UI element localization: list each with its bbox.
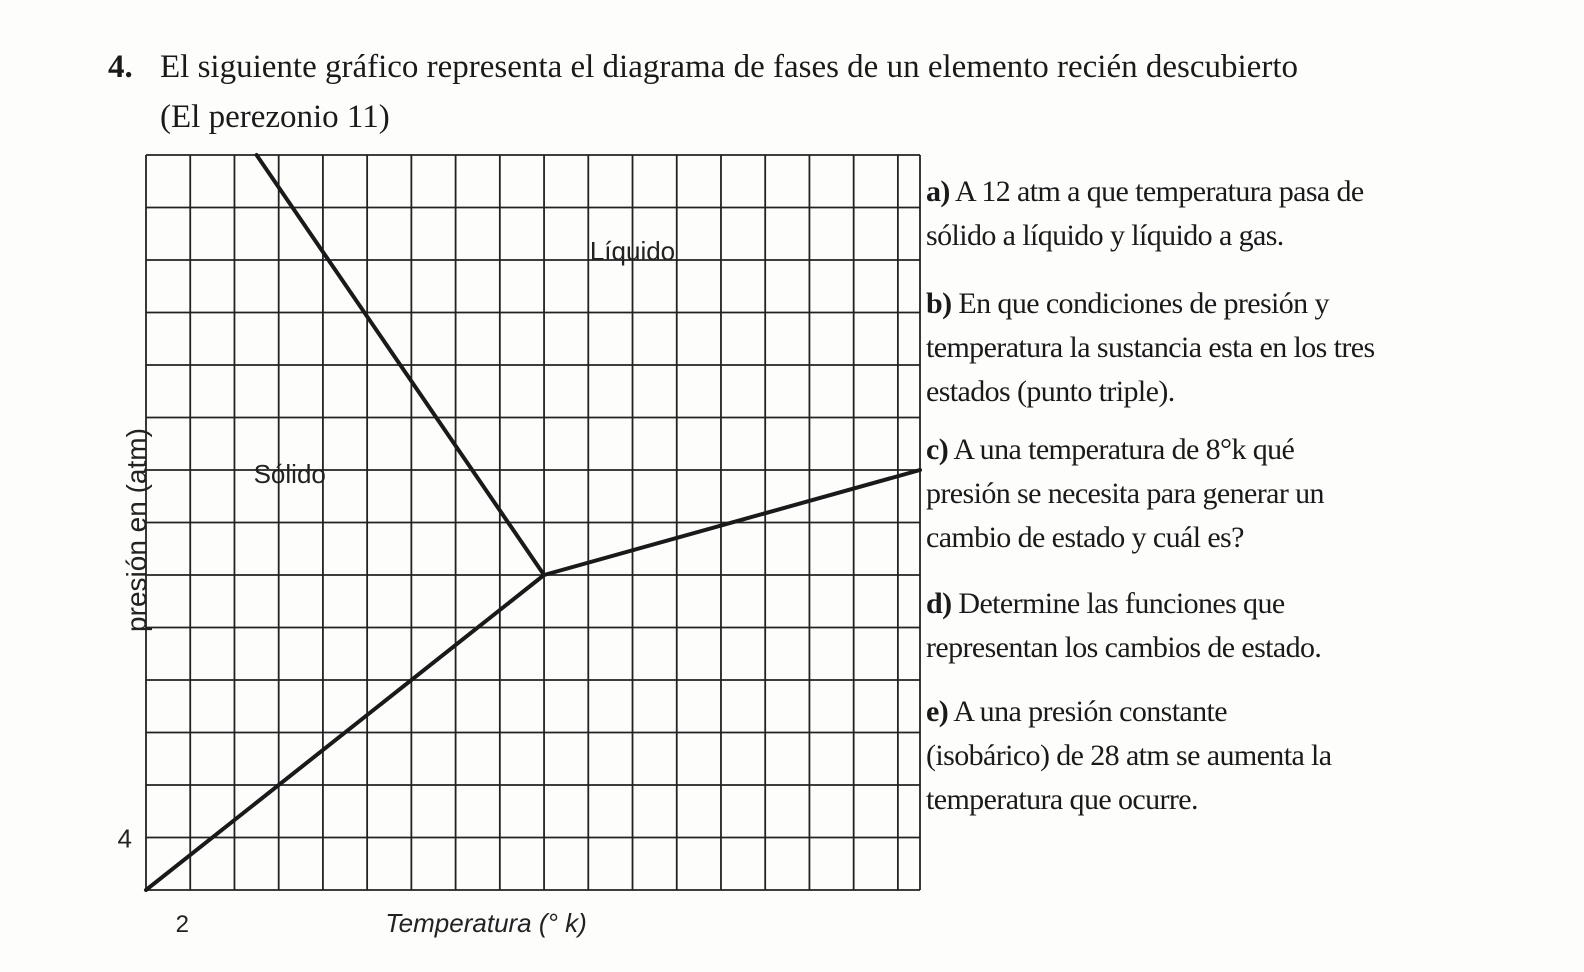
chart-labels — [118, 236, 676, 938]
y-axis-label: presión en (atm) — [121, 428, 152, 632]
chart-grid — [146, 155, 920, 890]
y-tick-label: 4 — [117, 823, 132, 854]
problem-subtitle: (El perezonio 11) — [160, 99, 390, 135]
region-label: Líquido — [589, 236, 676, 266]
x-axis-label: Temperatura (° k) — [385, 908, 587, 938]
region-label: Sólido — [253, 459, 326, 490]
question-c: c) A una temperatura de 8°k qué presión se necesita para generar un cambio de estado y cuál es? — [926, 433, 1324, 554]
problem-title: El siguiente gráfico representa el diagrama de fases de un elemento recién descubierto — [160, 49, 1298, 85]
question-e: e) A una presión constante (isobárico) de 28 atm se aumenta la temperatura que ocurre. — [926, 695, 1332, 816]
problem-number: 4. — [108, 49, 133, 85]
question-b: b) En que condiciones de presión y temperatura la sustancia esta en los tres estados (punto triple). — [926, 287, 1375, 408]
question-d: d) Determine las funciones que representan los cambios de estado. — [926, 587, 1322, 664]
x-tick-label: 2 — [175, 911, 190, 938]
question-a: a) A 12 atm a que temperatura pasa de sólido a líquido y líquido a gas. — [926, 175, 1364, 252]
